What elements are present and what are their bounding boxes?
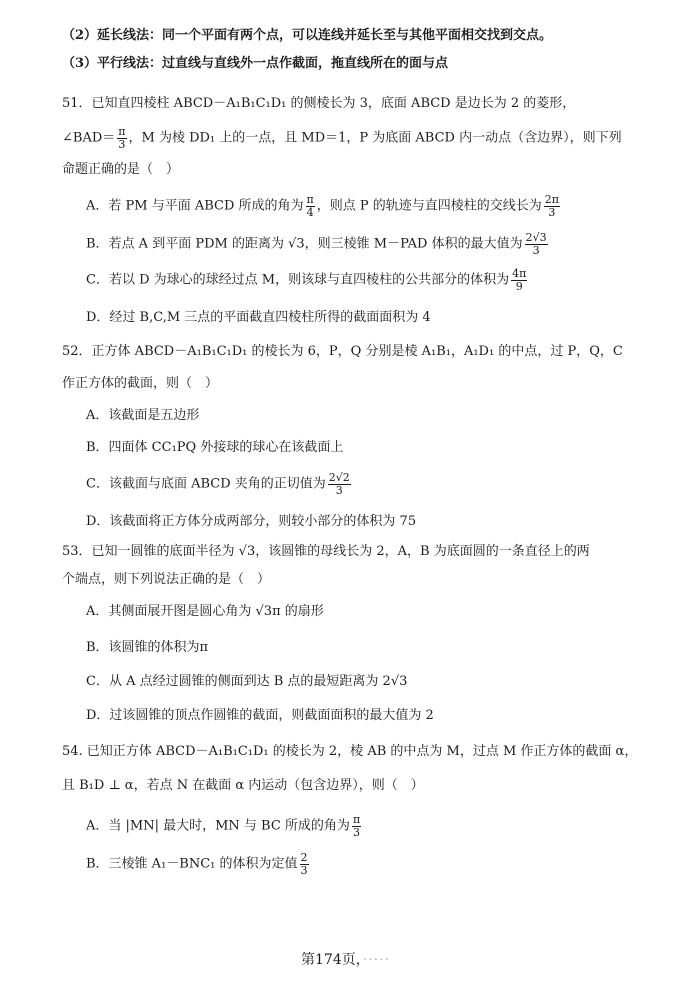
q52-stem-line-1: 52．正方体 ABCD－A₁B₁C₁D₁ 的棱长为 6，P，Q 分别是棱 A₁B₁，A₁D₁ 的中点，过 P，Q，C [62, 344, 623, 359]
q52-stem-line-2: 作正方体的截面，则（ ） [62, 376, 219, 391]
method-extension-line: （2）延长线法：同一个平面有两个点，可以连线并延长至与其他平面相交找到交点。 [62, 28, 553, 43]
q51-angle-fraction: $\frac{\pi}{3}$ [118, 125, 126, 151]
q54-option-b: B．三棱锥 A₁－BNC₁ 的体积为定值 $\frac{2}{3}$ [86, 851, 308, 877]
q51-stem-line-3: 命题正确的是（ ） [62, 162, 180, 177]
q54-option-a-fraction: $\frac{\pi}{3}$ [352, 813, 361, 839]
q53-option-b: B．该圆锥的体积为π [86, 640, 209, 655]
q54-option-a: A．当 |MN| 最大时，MN 与 BC 所成的角为 $\frac{\pi}{3}$ [86, 813, 361, 839]
q52-option-b: B．四面体 CC₁PQ 外接球的球心在该截面上 [86, 440, 344, 455]
q51-option-a-fraction-1: $\frac{\pi}{4}$ [306, 193, 314, 219]
q53-option-c: C．从 A 点经过圆锥的侧面到达 B 点的最短距离为 2√3 [86, 674, 408, 689]
footer-trail-dots: ····· [362, 952, 390, 968]
method-parallel-line: （3）平行线法：过直线与直线外一点作截面，拖直线所在的面与点 [62, 56, 449, 71]
q51-option-c-fraction: $\frac{4\pi}{9}$ [512, 267, 527, 293]
q51-stem-line-2 [62, 126, 622, 150]
q54-stem-line-2: 且 B₁D ⊥ α，若点 N 在截面 α 内运动（包含边界），则（ ） [62, 778, 424, 793]
q52-option-c-fraction: $\frac{2√2}{3}$ [328, 471, 350, 497]
q51-option-d: D．经过 B,C,M 三点的平面截直四棱柱所得的截面面积为 4 [86, 310, 431, 325]
q51-option-a: A．若 PM 与平面 ABCD 所成的角为 $\frac{\pi}{4}$ ，则点 P 的轨迹与直四棱柱的交线长为 $\frac{2\pi}{3}$ [86, 193, 560, 219]
q53-stem-line-2: 个端点，则下列说法正确的是（ ） [62, 572, 271, 587]
q51-option-b: B．若点 A 到平面 PDM 的距离为 √3，则三棱锥 M－PAD 体积的最大值为 $\frac{2√3}{3}$ [86, 231, 547, 257]
page-footer [0, 952, 691, 969]
q51-option-a-fraction-2: $\frac{2\pi}{3}$ [544, 193, 560, 219]
q53-option-a: A．其侧面展开图是圆心角为 √3π 的扇形 [86, 604, 324, 619]
q52-option-d: D．该截面将正方体分成两部分，则较小部分的体积为 75 [86, 514, 417, 529]
page-number: 第174页， [301, 952, 363, 968]
q54-stem-line-1: 54. 已知正方体 ABCD－A₁B₁C₁D₁ 的棱长为 2，棱 AB 的中点为 M，过点 M 作正方体的截面 α， [62, 744, 638, 759]
q52-option-c: C．该截面与底面 ABCD 夹角的正切值为 $\frac{2√2}{3}$ [86, 471, 350, 497]
q51-stem-text: ，M 为棱 DD₁ 上的一点，且 MD＝1，P 为底面 ABCD 内一动点（含边界），则下列 [128, 130, 622, 146]
q51-stem-line-1: 51．已知直四棱柱 ABCD－A₁B₁C₁D₁ 的侧棱长为 3，底面 ABCD 是边长为 2 的菱形， [62, 96, 576, 111]
q51-option-b-fraction: $\frac{2√3}{3}$ [525, 231, 547, 257]
q53-stem-line-1: 53．已知一圆锥的底面半径为 √3，该圆锥的母线长为 2，A，B 为底面圆的一条直径上的两 [62, 544, 590, 559]
q52-option-a: A．该截面是五边形 [86, 408, 200, 423]
q51-option-c: C．若以 D 为球心的球经过点 M，则该球与直四棱柱的公共部分的体积为 $\frac{4\pi}{9}$ [86, 267, 527, 293]
q51-angle-text: ∠BAD＝ [62, 130, 116, 146]
q53-option-d: D．过该圆锥的顶点作圆锥的截面，则截面面积的最大值为 2 [86, 708, 434, 723]
q54-option-b-fraction: $\frac{2}{3}$ [300, 851, 308, 877]
